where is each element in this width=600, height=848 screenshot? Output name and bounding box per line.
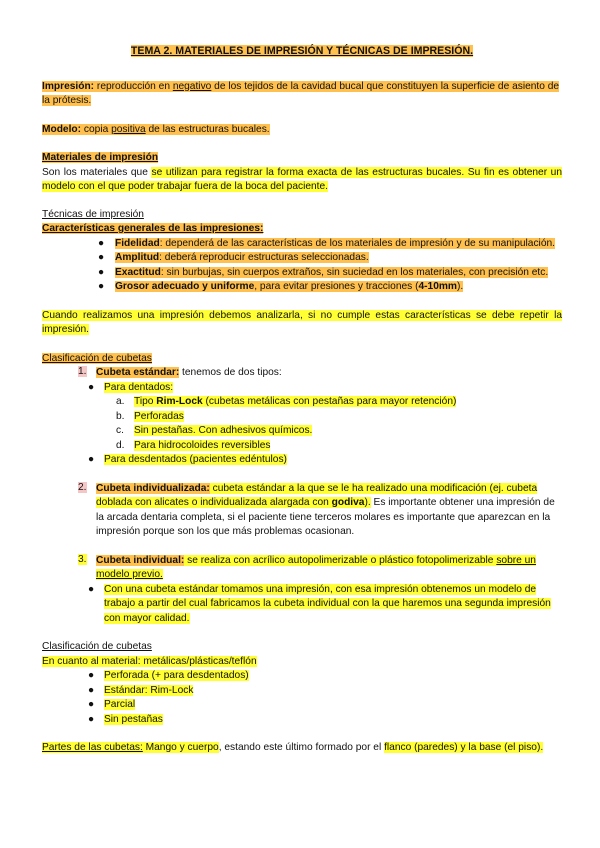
cubeta-1-desdentados bbox=[88, 453, 562, 468]
partes-text-c: flanco (paredes) y la base (el piso). bbox=[384, 742, 544, 753]
sub-letter: b. bbox=[116, 410, 125, 422]
title-text: TEMA 2. MATERIALES DE IMPRESIÓN Y TÉCNICAS DE IMPRESIÓN. bbox=[130, 45, 474, 57]
bullet-icon: ● bbox=[88, 670, 95, 681]
partes-paragraph bbox=[42, 741, 562, 756]
modelo-positiva: positiva bbox=[111, 123, 146, 135]
analizar-text: Cuando realizamos una impresión debemos analizarla, si no cumple estas características se debe repetir la impresión. bbox=[42, 309, 562, 335]
cubeta-1-number: 1. bbox=[78, 366, 87, 377]
bullet-icon: ● bbox=[88, 699, 95, 710]
bullet-icon: ● bbox=[98, 266, 105, 278]
bullet-icon: ● bbox=[88, 684, 95, 696]
materiales-heading bbox=[42, 151, 562, 166]
sub-letter: d. bbox=[116, 439, 125, 451]
bullet-icon: ● bbox=[88, 454, 95, 465]
cubeta-1 bbox=[42, 366, 562, 381]
impresion-text-a: reproducción en bbox=[96, 80, 173, 92]
list-item bbox=[88, 713, 562, 728]
partes-text-b: , estando este último formado por el bbox=[218, 742, 385, 753]
cubeta-1-text: tenemos de dos tipos: bbox=[179, 367, 282, 378]
material-item-text: Parcial bbox=[104, 699, 136, 710]
page-title bbox=[42, 44, 562, 59]
partes-text-a: Mango y cuerpo bbox=[142, 742, 219, 753]
item-text: , para evitar presiones y tracciones ( bbox=[254, 281, 419, 292]
caracteristicas-heading bbox=[42, 222, 562, 237]
cubeta-3-text-u: sobre un modelo previo. bbox=[96, 554, 536, 580]
sub-text-c: (cubetas metálicas con pestañas para mayor retención) bbox=[202, 396, 457, 407]
item-text: : dependerá de las características de los materiales de impresión y de su manipulación. bbox=[159, 237, 555, 249]
list-item bbox=[98, 280, 562, 295]
impresion-term: Impresión: bbox=[42, 80, 95, 92]
dentados-text: Para dentados: bbox=[104, 381, 174, 393]
desdentados-text: Para desdentados (pacientes edéntulos) bbox=[104, 454, 287, 465]
list-item bbox=[88, 698, 562, 713]
material-item-text: Estándar: Rim-Lock bbox=[104, 684, 194, 696]
caracteristicas-text: Características generales de las impresiones: bbox=[42, 223, 264, 234]
cubeta-1-types bbox=[88, 381, 562, 396]
list-item bbox=[88, 669, 562, 684]
sub-text-a: Para hidrocoloides reversibles bbox=[134, 439, 271, 451]
material-item-text: Sin pestañas bbox=[104, 713, 163, 725]
cubeta-3 bbox=[42, 554, 562, 583]
cubeta-2-term: Cubeta individualizada: bbox=[96, 482, 210, 494]
cubeta-3-list bbox=[88, 583, 562, 627]
item-text: : deberá reproducir estructuras seleccionadas. bbox=[159, 252, 369, 263]
dentados-sublist bbox=[116, 395, 562, 453]
bullet-icon: ● bbox=[98, 237, 105, 249]
bullet-icon: ● bbox=[88, 713, 95, 725]
materiales-heading-text: Materiales de impresión bbox=[42, 152, 159, 163]
cubeta-2-number: 2. bbox=[78, 481, 87, 493]
list-item bbox=[98, 251, 562, 266]
clasificacion-heading-2: Clasificación de cubetas bbox=[42, 641, 152, 652]
bullet-icon: ● bbox=[88, 583, 95, 595]
item-term2: 4-10mm bbox=[418, 281, 457, 292]
sub-term: Rim-Lock bbox=[156, 396, 203, 407]
item-term: Grosor adecuado y uniforme bbox=[115, 281, 255, 292]
materiales-paragraph bbox=[42, 166, 562, 195]
tecnicas-heading: Técnicas de impresión bbox=[42, 208, 144, 220]
list-item bbox=[88, 583, 562, 627]
clasificacion-heading-1 bbox=[42, 352, 562, 367]
analizar-paragraph bbox=[42, 309, 562, 338]
sub-text-a: Perforadas bbox=[134, 410, 184, 422]
list-item bbox=[116, 439, 562, 454]
bullet-icon: ● bbox=[98, 252, 105, 263]
item-term: Fidelidad bbox=[115, 237, 160, 249]
list-item bbox=[88, 381, 562, 396]
cubeta-2-text-b: ). bbox=[364, 497, 371, 508]
list-item bbox=[98, 266, 562, 281]
cubeta-3-bullet-text: Con una cubeta estándar tomamos una impresión, con esa impresión obtenemos un modelo de trabajo a partir del cual fabricamos la cubeta individual con la que haremos una segunda impresión con mayor calidad. bbox=[104, 583, 551, 624]
list-item bbox=[88, 684, 562, 699]
item-term: Amplitud bbox=[115, 252, 160, 263]
list-item bbox=[116, 410, 562, 425]
cubeta-3-text-a: se realiza con acrílico autopolimerizable o plástico fotopolimerizable bbox=[184, 554, 497, 566]
item-text2: ). bbox=[457, 281, 464, 292]
caracteristicas-list bbox=[98, 237, 562, 295]
impresion-paragraph bbox=[42, 80, 562, 109]
list-item bbox=[88, 453, 562, 468]
item-text: : sin burbujas, sin cuerpos extraños, sin suciedad en los materiales, con precisión etc. bbox=[160, 266, 549, 278]
sub-text-a: Tipo bbox=[134, 396, 157, 407]
cubeta-2-text-plain: Es importante obtener una impresión de la arcada dentaria completa, si el paciente tiene terceros molares es importante que aparezcan en la impresión porque son los que más problemas ocasionan. bbox=[96, 497, 555, 537]
materiales-text-a: Son los materiales que bbox=[42, 166, 152, 178]
list-item bbox=[116, 424, 562, 439]
list-item bbox=[98, 237, 562, 252]
item-term: Exactitud bbox=[115, 266, 161, 278]
materiales-text-b: se utilizan para registrar la forma exacta de las estructuras bucales. Su fin es obtener un modelo con el que poder trabajar fuera de la boca del paciente. bbox=[42, 166, 563, 192]
cubeta-3-number: 3. bbox=[78, 553, 87, 565]
cubeta-1-term: Cubeta estándar: bbox=[96, 367, 180, 378]
material-item-text: Perforada (+ para desdentados) bbox=[104, 670, 249, 681]
modelo-term: Modelo: bbox=[42, 123, 82, 135]
cubeta-2 bbox=[42, 482, 562, 540]
list-item bbox=[116, 395, 562, 410]
document-page bbox=[42, 36, 562, 756]
modelo-text-b: de las estructuras bucales. bbox=[145, 123, 270, 135]
sub-letter: c. bbox=[116, 425, 124, 436]
material-intro bbox=[42, 655, 562, 670]
impresion-text-b: de los tejidos de la cavidad bucal que constituyen la superficie de asiento de la prótesis. bbox=[42, 80, 560, 106]
partes-term: Partes de las cubetas: bbox=[42, 742, 143, 753]
modelo-paragraph bbox=[42, 123, 562, 138]
material-list bbox=[88, 669, 562, 727]
modelo-text-a: copia bbox=[83, 123, 112, 135]
cubeta-2-text-a: cubeta estándar a la que se le ha realizado una modificación (ej. cubeta doblada con alicates o individualizada alargada con bbox=[96, 482, 538, 508]
clasificacion-heading-1-text: Clasificación de cubetas bbox=[42, 352, 152, 364]
material-intro-text: En cuanto al material: metálicas/plásticas/teflón bbox=[42, 655, 257, 667]
cubeta-3-term: Cubeta individual: bbox=[96, 554, 185, 566]
bullet-icon: ● bbox=[98, 281, 105, 292]
cubeta-2-godiva: godiva bbox=[331, 497, 365, 508]
bullet-icon: ● bbox=[88, 381, 95, 393]
sub-text-a: Sin pestañas. Con adhesivos químicos. bbox=[134, 425, 313, 436]
impresion-negativo: negativo bbox=[172, 80, 212, 92]
sub-letter: a. bbox=[116, 396, 125, 407]
